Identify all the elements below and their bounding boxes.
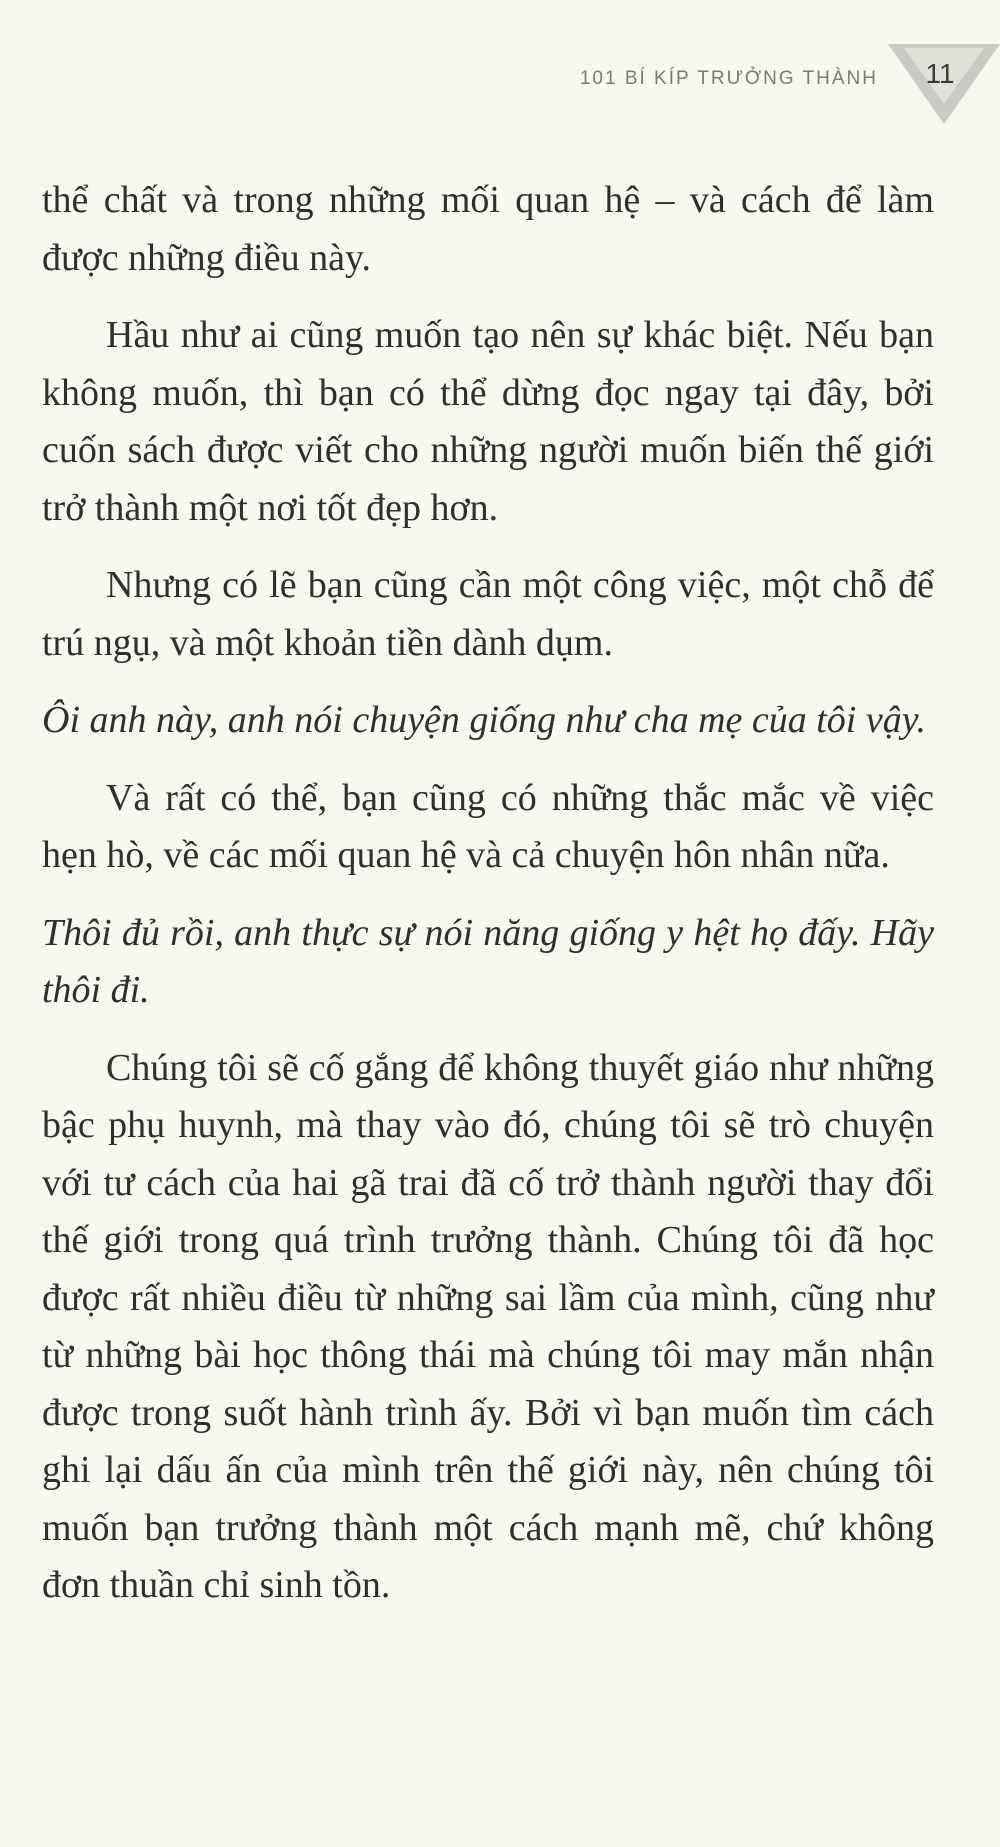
paragraph-3: Nhưng có lẽ bạn cũng cần một công việc, một chỗ để trú ngụ, và một khoản tiền dành dụm. <box>42 564 934 664</box>
running-title: 101 BÍ KÍP TRƯỞNG THÀNH <box>579 68 878 89</box>
paragraph-2: Hầu như ai cũng muốn tạo nên sự khác biệt. Nếu bạn không muốn, thì bạn có thể dừng đọc ngay tại đây, bởi cuốn sách được viết cho những người muốn biến thế giới trở thành một nơi tốt đẹp hơn. <box>42 314 934 529</box>
paragraph-7: Chúng tôi sẽ cố gắng để không thuyết giáo như những bậc phụ huynh, mà thay vào đó, chúng tôi sẽ trò chuyện với tư cách của hai gã trai đã cố trở thành người thay đổi thế giới trong quá trình trưởng thành. Chúng tôi đã học được rất nhiều điều từ những sai lầm của mình, cũng như từ những bài học thông thái mà chúng tôi may mắn nhận được trong suốt hành trình ấy. Bởi vì bạn muốn tìm cách ghi lại dấu ấn của mình trên thế giới này, nên chúng tôi muốn bạn trưởng thành một cách mạnh mẽ, chứ không đơn thuần chỉ sinh tồn. <box>42 1046 934 1606</box>
page-number: 11 <box>925 58 955 89</box>
paragraph-6-italic: Thôi đủ rồi, anh thực sự nói năng giống y hệt họ đấy. Hãy thôi đi. <box>42 911 934 1011</box>
paragraph-5: Và rất có thể, bạn cũng có những thắc mắc về việc hẹn hò, về các mối quan hệ và cả chuyện hôn nhân nữa. <box>42 776 934 876</box>
paragraph-4-italic: Ôi anh này, anh nói chuyện giống như cha mẹ của tôi vậy. <box>42 699 927 741</box>
paragraph-1: thể chất và trong những mối quan hệ – và cách để làm được những điều này. <box>42 179 934 279</box>
body-text <box>42 172 934 1635</box>
